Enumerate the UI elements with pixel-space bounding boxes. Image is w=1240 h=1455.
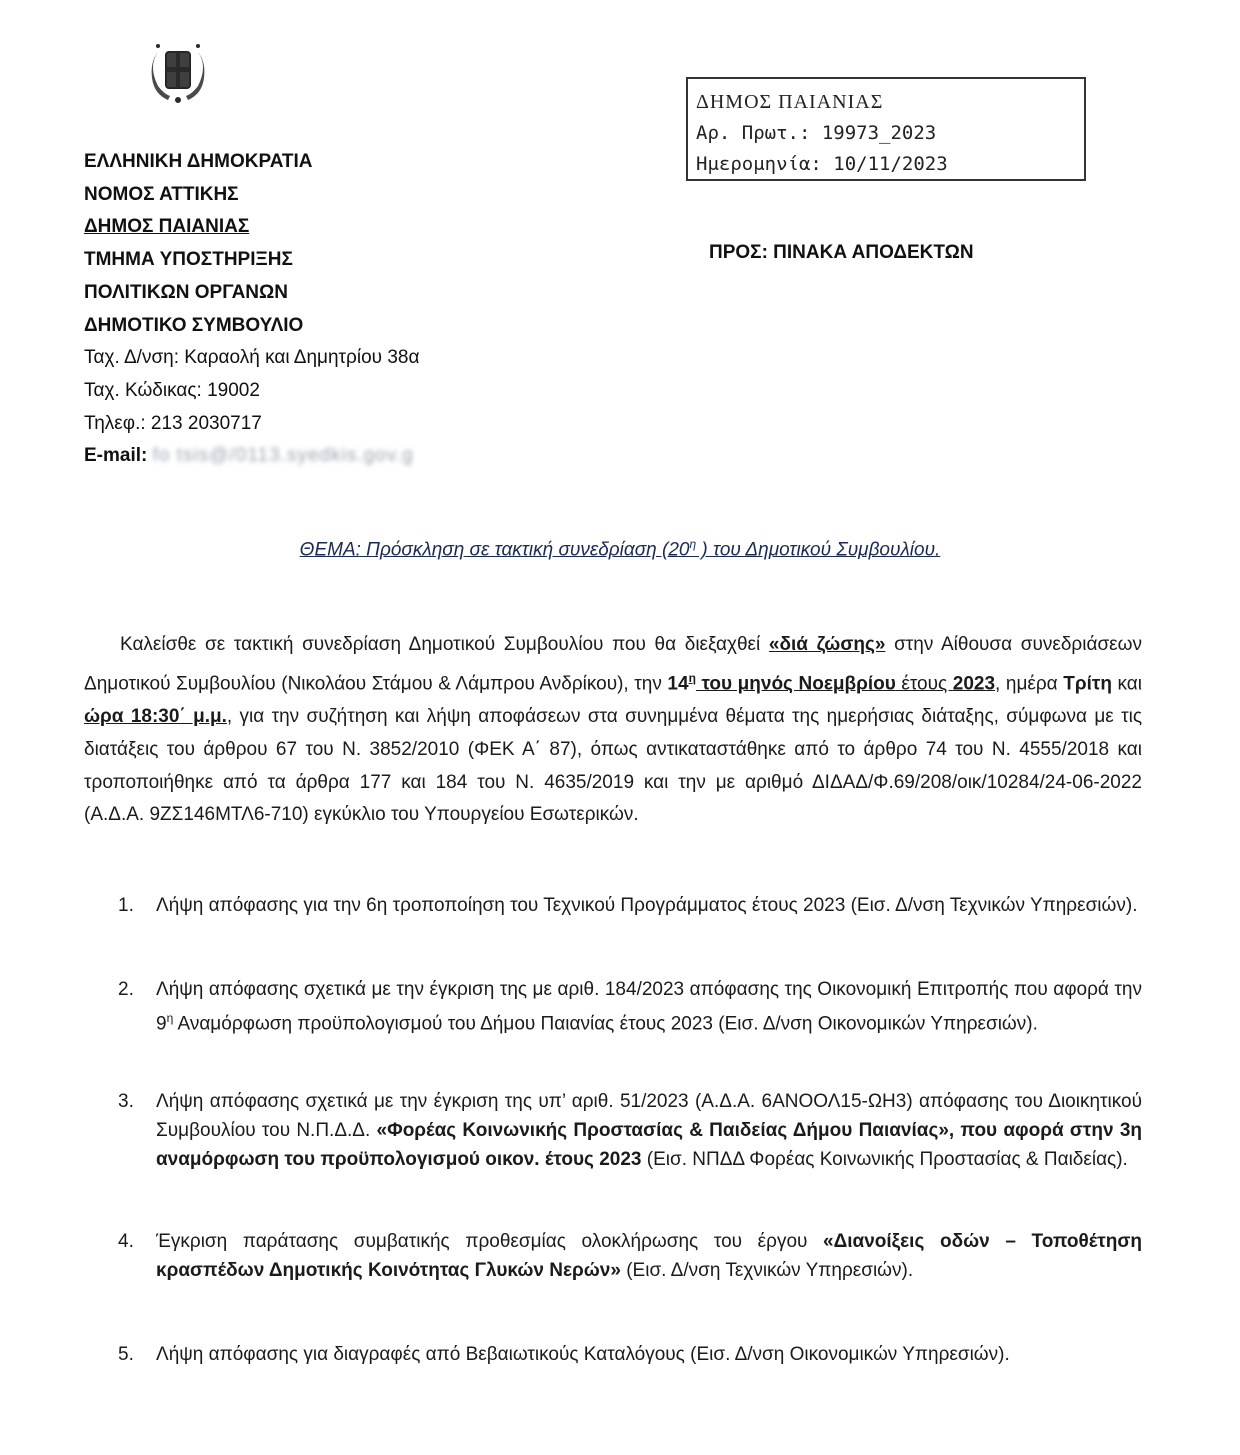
header-department-2: ΠΟΛΙΤΙΚΩΝ ΟΡΓΑΝΩΝ <box>84 281 288 303</box>
para-text-5: , για την συζήτηση και λήψη αποφάσεων στα συνημμένα θέματα της ημερήσιας διάταξης, σύμφωνα με τις διατάξεις του άρθρου 67 του Ν. 3852/2010 (ΦΕΚ Α΄ 87), όπως αντικαταστάθηκε από το άρθρο 74 του Ν. 4555/2018 και τροποποιήθηκε από τα άρθρα 177 και 184 του Ν. 4635/2019 και την με αριθμό ΔΙΔΑΔ/Φ.69/208/οικ/10284/24-06-2022 (Α.Δ.Α. 9ΖΣ146ΜΤΛ6-710) εγκύκλιο του Υπουργείου Εσωτερικών. <box>84 705 1142 826</box>
agenda-item-1 <box>118 891 1142 920</box>
year-word: έτους <box>895 673 953 695</box>
agenda-item-number: 3. <box>118 1091 134 1112</box>
subject-sup: η <box>689 537 697 551</box>
stamp-protocol-number: Αρ. Πρωτ.: 19973_2023 <box>696 122 937 144</box>
agenda-item-3 <box>118 1087 1142 1174</box>
agenda-item-5 <box>118 1340 1142 1369</box>
header-country: ΕΛΛΗΝΙΚΗ ΔΗΜΟΚΡΑΤΙΑ <box>84 151 313 172</box>
protocol-stamp <box>686 77 1086 181</box>
agenda-item-4 <box>118 1227 1142 1285</box>
agenda-item-text-2: Αναμόρφωση προϋπολογισμού του Δήμου Παιανίας έτους 2023 (Εισ. Δ/νση Οικονομικών Υπηρεσιών). <box>173 1013 1038 1035</box>
meeting-year: 2023 <box>952 673 996 695</box>
email-label: E-mail: <box>84 445 148 467</box>
agenda-item-text: Λήψη απόφασης σχετικά με την έγκριση της με αριθ. 184/2023 απόφασης της Οικονομική Επιτροπής που αφορά την 9 <box>156 979 1142 1035</box>
phone-line: Τηλεφ.: 213 2030717 <box>84 412 262 434</box>
para-text-2: στην Αίθουσα συνεδριάσεων Δημοτικού Συμβουλίου (Νικολάου Στάμου & Λάμπρου Ανδρίκου), την <box>84 634 1142 695</box>
agenda-item-bold: «Διανοίξεις οδών – Τοποθέτηση κρασπέδων Δημοτικής Κοινότητας Γλυκών Νερών» <box>156 1231 1142 1281</box>
agenda-item-text: Λήψη απόφασης για διαγραφές από Βεβαιωτικούς Καταλόγους (Εισ. Δ/νση Οικονομικών Υπηρεσιών). <box>156 1344 1010 1365</box>
subject-text-2: ) του Δημοτικού Συμβουλίου. <box>696 539 941 561</box>
agenda-item-bold: «Φορέας Κοινωνικής Προστασίας & Παιδείας Δήμου Παιανίας», που αφορά στην 3η αναμόρφωση του προϋπολογισμού οικον. έτους 2023 <box>156 1120 1142 1170</box>
agenda-item-sup: η <box>166 1011 174 1025</box>
agenda-item-text: Λήψη απόφασης για την 6η τροποποίηση του Τεχνικού Προγράμματος έτους 2023 (Εισ. Δ/νση Τεχνικών Υπηρεσιών). <box>156 895 1138 916</box>
subject-line <box>0 537 1240 561</box>
meeting-weekday: Τρίτη <box>1063 673 1112 695</box>
para-text-1: Καλείσθε σε τακτική συνεδρίαση Δημοτικού Συμβουλίου που θα διεξαχθεί <box>120 634 769 655</box>
header-prefecture: ΝΟΜΟΣ ΑΤΤΙΚΗΣ <box>84 183 239 205</box>
recipients-line: ΠΡΟΣ: ΠΙΝΑΚΑ ΑΠΟΔΕΚΤΩΝ <box>709 242 974 263</box>
email-value-redacted: fo tsis@/0113.syedkis.gov.g <box>152 445 414 467</box>
agenda-item-2 <box>118 975 1142 1038</box>
meeting-month: του μηνός Νοεμβρίου <box>695 673 896 695</box>
invitation-paragraph <box>84 629 1142 832</box>
meeting-mode: «διά ζώσης» <box>768 634 886 655</box>
stamp-title: ΔΗΜΟΣ ΠΑΙΑΝΙΑΣ <box>696 91 884 113</box>
sender-block <box>84 146 419 473</box>
agenda-item-number: 2. <box>118 979 134 1000</box>
agenda-item-number: 5. <box>118 1344 134 1365</box>
header-council: ΔΗΜΟΤΙΚΟ ΣΥΜΒΟΥΛΙΟ <box>84 314 304 336</box>
agenda-item-number: 1. <box>118 895 134 916</box>
agenda-item-text-2: (Εισ. Δ/νση Τεχνικών Υπηρεσιών). <box>620 1260 914 1281</box>
header-department: ΤΜΗΜΑ ΥΠΟΣΤΗΡΙΞΗΣ <box>84 249 293 271</box>
agenda-item-text: Λήψη απόφασης σχετικά με την έγκριση της υπ’ αριθ. 51/2023 (Α.Δ.Α. 6ΑΝΟΟΛ15-ΩΗ3) απόφασης του Διοικητικού Συμβουλίου του Ν.Π.Δ.Δ. <box>156 1091 1142 1141</box>
meeting-time: ώρα 18:30΄ μ.μ. <box>84 705 227 727</box>
stamp-date: Ημερομηνία: 10/11/2023 <box>696 153 948 175</box>
para-text-3: , ημέρα <box>995 673 1064 695</box>
address-line: Ταχ. Δ/νση: Καραολή και Δημητρίου 38α <box>84 347 420 369</box>
meeting-day-sup: η <box>688 670 696 685</box>
header-municipality: ΔΗΜΟΣ ΠΑΙΑΝΙΑΣ <box>84 216 250 238</box>
postal-code-line: Ταχ. Κώδικας: 19002 <box>84 379 260 401</box>
para-text-4: και <box>1111 673 1143 695</box>
agenda-item-text: Έγκριση παράτασης συμβατικής προθεσμίας ολοκλήρωσης του έργου <box>156 1231 824 1252</box>
agenda-item-text-2: (Εισ. ΝΠΔΔ Φορέας Κοινωνικής Προστασίας & Παιδείας). <box>641 1149 1128 1170</box>
subject-text-1: ΘΕΜΑ: Πρόσκληση σε τακτική συνεδρίαση (20 <box>299 539 690 561</box>
agenda-item-number: 4. <box>118 1231 134 1252</box>
meeting-day: 14 <box>667 673 689 695</box>
coat-of-arms-emblem <box>138 38 218 108</box>
